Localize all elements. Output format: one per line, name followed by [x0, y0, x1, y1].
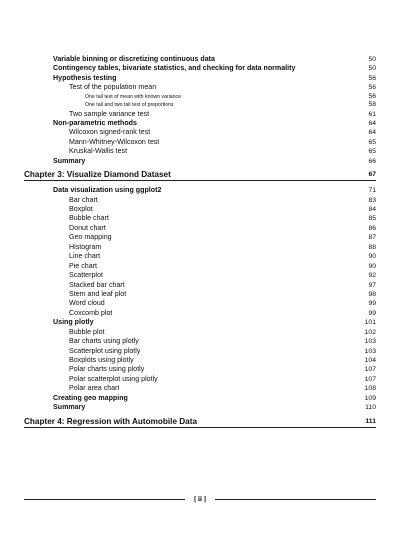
footer-page-number: [ ii ] — [193, 495, 207, 503]
toc-entry-title: Donut chart — [69, 223, 106, 232]
toc-entry-page: 101 — [364, 319, 376, 327]
toc-entry[interactable] — [24, 318, 376, 327]
toc-entry[interactable] — [24, 64, 376, 73]
toc-entry[interactable] — [24, 205, 376, 214]
toc-entry[interactable] — [24, 83, 376, 92]
toc-entry-title: Boxplots using plotly — [69, 356, 134, 365]
toc-entry[interactable] — [24, 281, 376, 290]
table-of-contents — [24, 55, 376, 433]
toc-chapter-entry[interactable] — [24, 416, 376, 428]
toc-entry-page: 111 — [365, 417, 376, 425]
toc-entry[interactable] — [24, 147, 376, 156]
toc-entry[interactable] — [24, 290, 376, 299]
toc-entry-page: 85 — [368, 215, 376, 223]
toc-entry[interactable] — [24, 110, 376, 119]
toc-entry-page: 88 — [368, 243, 376, 251]
toc-entry[interactable] — [24, 337, 376, 346]
toc-entry-page: 56 — [368, 92, 376, 100]
toc-entry[interactable] — [24, 365, 376, 374]
toc-entry-title: Summary — [53, 403, 86, 412]
toc-entry[interactable] — [24, 224, 376, 233]
toc-entry-title: Line chart — [69, 252, 101, 261]
toc-entry[interactable] — [24, 93, 376, 101]
toc-entry[interactable] — [24, 214, 376, 223]
toc-entry[interactable] — [24, 119, 376, 128]
toc-entry-title: Word cloud — [69, 299, 105, 308]
toc-entry-title: One tail test of mean with known variance — [85, 93, 182, 100]
toc-entry-page: 108 — [364, 385, 376, 393]
toc-entry-title: Chapter 3: Visualize Diamond Dataset — [24, 170, 171, 180]
toc-entry[interactable] — [24, 375, 376, 384]
toc-entry[interactable] — [24, 394, 376, 403]
toc-entry-title: Polar area chart — [69, 384, 120, 393]
toc-entry-page: 87 — [368, 234, 376, 242]
toc-entry[interactable] — [24, 262, 376, 271]
toc-entry[interactable] — [24, 128, 376, 137]
toc-entry-page: 56 — [368, 74, 376, 82]
toc-entry-title: Summary — [53, 156, 86, 165]
toc-entry-title: Wilcoxon signed-rank test — [69, 128, 151, 137]
toc-entry-title: Coxcomb plot — [69, 308, 113, 317]
page-footer — [24, 495, 376, 503]
toc-entry[interactable] — [24, 299, 376, 308]
toc-entry-page: 56 — [368, 84, 376, 92]
toc-entry-title: Geo mapping — [69, 233, 112, 242]
toc-entry-page: 61 — [368, 110, 376, 118]
toc-entry-page: 86 — [368, 224, 376, 232]
toc-entry-title: Scatterplot using plotly — [69, 346, 141, 355]
toc-entry-title: Histogram — [69, 242, 102, 251]
toc-entry-page: 99 — [368, 309, 376, 317]
toc-entry-title: Creating geo mapping — [53, 393, 128, 402]
toc-entry-title: Boxplot — [69, 205, 93, 214]
toc-entry[interactable] — [24, 271, 376, 280]
toc-entry-page: 83 — [368, 196, 376, 204]
toc-entry-page: 103 — [364, 338, 376, 346]
toc-entry-page: 67 — [368, 171, 376, 179]
toc-entry-title: Hypothesis testing — [53, 73, 117, 82]
toc-entry-title: Variable binning or discretizing continuous data — [53, 54, 215, 63]
toc-entry-title: Two sample variance test — [69, 109, 150, 118]
toc-entry-page: 109 — [364, 394, 376, 402]
toc-entry-title: Bar chart — [69, 195, 98, 204]
toc-entry-title: Bar charts using plotly — [69, 337, 139, 346]
toc-entry[interactable] — [24, 186, 376, 195]
toc-entry-page: 58 — [368, 101, 376, 109]
toc-entry-title: Using plotly — [53, 318, 94, 327]
toc-entry-page: 50 — [368, 65, 376, 73]
toc-entry-page: 99 — [368, 300, 376, 308]
toc-entry-title: Bubble plot — [69, 327, 105, 336]
toc-entry-page: 103 — [364, 347, 376, 355]
toc-entry[interactable] — [24, 55, 376, 64]
toc-entry-page: 107 — [364, 375, 376, 383]
toc-entry[interactable] — [24, 196, 376, 205]
toc-entry[interactable] — [24, 74, 376, 83]
toc-entry-title: Contingency tables, bivariate statistics, and checking for data normality — [53, 64, 296, 73]
toc-entry-title: Pie chart — [69, 261, 97, 270]
toc-entry-page: 102 — [364, 328, 376, 336]
toc-entry-title: Stem and leaf plot — [69, 289, 127, 298]
toc-entry-page: 66 — [368, 157, 376, 165]
toc-entry-title: Stacked bar chart — [69, 280, 125, 289]
toc-entry-title: Polar charts using plotly — [69, 365, 145, 374]
toc-entry-page: 104 — [364, 357, 376, 365]
toc-entry-title: Polar scatterplot using plotly — [69, 374, 158, 383]
toc-entry[interactable] — [24, 309, 376, 318]
toc-entry-page: 98 — [368, 290, 376, 298]
toc-entry-page: 90 — [368, 262, 376, 270]
toc-entry-title: One tail and two tail test of proportions — [85, 102, 174, 109]
toc-entry-title: Kruskal-Wallis test — [69, 147, 128, 156]
toc-entry-title: Non-parametric methods — [53, 118, 137, 127]
toc-entry[interactable] — [24, 347, 376, 356]
toc-entry-title: Test of the population mean — [69, 83, 157, 92]
footer-rule-left — [24, 499, 185, 500]
toc-entry-page: 84 — [368, 206, 376, 214]
toc-entry-page: 71 — [368, 187, 376, 195]
toc-entry-title: Data visualization using ggplot2 — [53, 186, 162, 195]
footer-rule-right — [215, 499, 376, 500]
toc-entry-page: 90 — [368, 253, 376, 261]
toc-entry[interactable] — [24, 101, 376, 109]
toc-entry-page: 50 — [368, 55, 376, 63]
toc-entry-title: Bubble chart — [69, 214, 109, 223]
toc-entry-page: 110 — [365, 404, 376, 412]
toc-entry[interactable] — [24, 138, 376, 147]
toc-entry-title: Mann-Whitney-Wilcoxon test — [69, 137, 160, 146]
toc-entry-page: 64 — [368, 129, 376, 137]
toc-entry-page: 92 — [368, 272, 376, 280]
toc-entry-page: 64 — [368, 119, 376, 127]
toc-entry[interactable] — [24, 328, 376, 337]
toc-entry-title: Chapter 4: Regression with Automobile Data — [24, 416, 198, 426]
toc-entry-page: 65 — [368, 148, 376, 156]
toc-entry[interactable] — [24, 252, 376, 261]
toc-entry-page: 97 — [368, 281, 376, 289]
toc-entry-page: 65 — [368, 138, 376, 146]
toc-entry-title: Scatterplot — [69, 271, 103, 280]
toc-entry-page: 107 — [364, 366, 376, 374]
toc-entry[interactable] — [24, 356, 376, 365]
toc-entry[interactable] — [24, 243, 376, 252]
toc-entry[interactable] — [24, 384, 376, 393]
toc-chapter-entry[interactable] — [24, 169, 376, 181]
toc-entry[interactable] — [24, 157, 376, 166]
toc-entry[interactable] — [24, 403, 376, 412]
toc-entry[interactable] — [24, 233, 376, 242]
